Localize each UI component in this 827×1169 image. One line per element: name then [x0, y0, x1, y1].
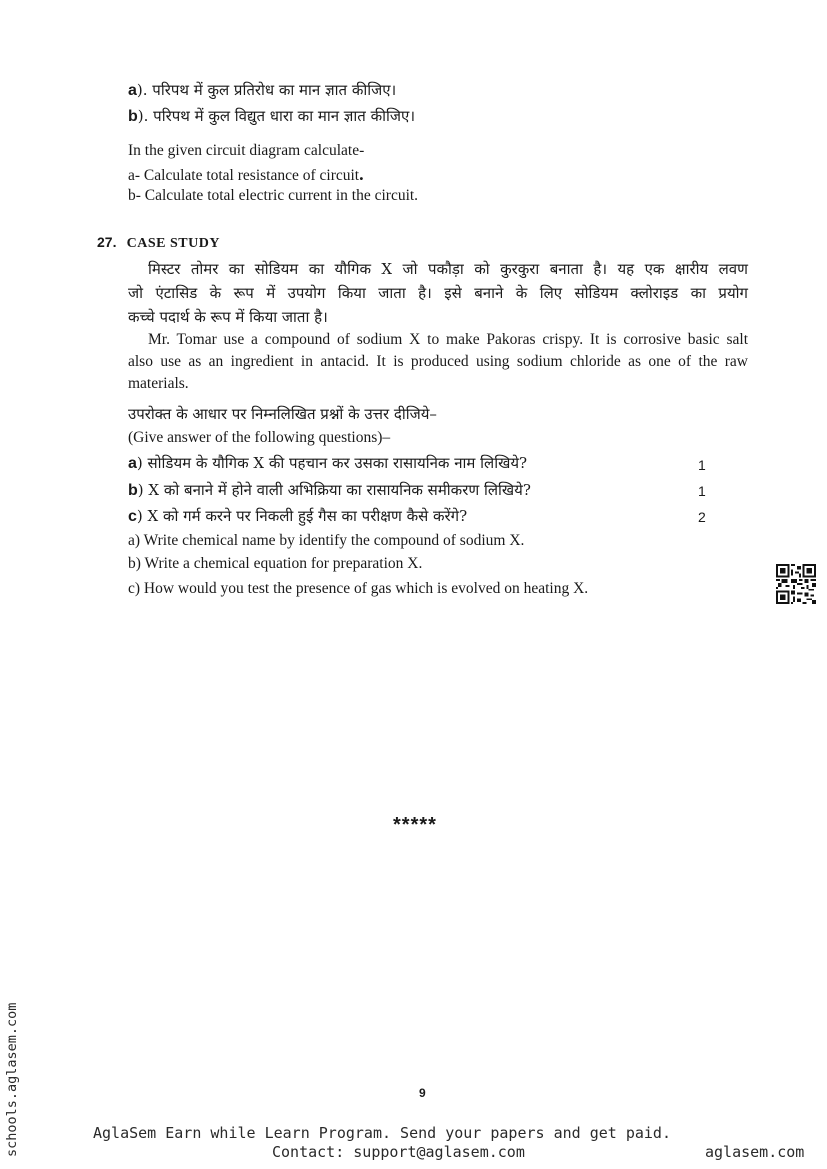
sub-question-a-english: a) Write chemical name by identify the compound of sodium X.: [128, 532, 525, 549]
qr-code-icon: [776, 564, 816, 604]
prev-part-b-hindi: [128, 106, 415, 126]
sub-question-b-english: b) Write a chemical equation for preparation X.: [128, 555, 423, 572]
sub-question-c-marks: 2: [698, 509, 706, 525]
sub-question-c-label: c: [128, 508, 137, 525]
sub-question-c-text: ) X को गर्म करने पर निकली हुई गैस का परीक्षण कैसे करेंगे?: [136, 507, 468, 525]
sub-question-a-hindi: [128, 453, 527, 473]
question-title: CASE STUDY: [126, 236, 220, 251]
prev-english-b: b- Calculate total electric current in the circuit.: [128, 187, 419, 204]
sub-question-b-text: ) X को बनाने में होने वाली अभिक्रिया का रासायनिक समीकरण लिखिये?: [137, 481, 531, 499]
prev-part-b-text: ). परिपथ में कुल विद्युत धारा का मान ज्ञात कीजिए।: [137, 107, 416, 125]
case-english-line-2: also use as an ingredient in antacid. It is produced using sodium chloride as one of the raw: [128, 353, 748, 370]
question-number: 27.: [97, 234, 117, 250]
prev-part-a-text: ). परिपथ में कुल प्रतिरोध का मान ज्ञात कीजिए।: [136, 81, 397, 99]
sub-question-a-label: a: [128, 455, 137, 472]
prev-english-intro: In the given circuit diagram calculate-: [128, 142, 365, 159]
end-of-paper-marker: *****: [393, 814, 437, 836]
page-number: 9: [419, 1086, 426, 1100]
sub-question-c-english: c) How would you test the presence of gas which is evolved on heating X.: [128, 580, 589, 597]
prev-english-a-text: a- Calculate total resistance of circuit: [128, 167, 360, 184]
prev-part-a-hindi: [128, 80, 396, 100]
sub-question-a-marks: 1: [698, 457, 706, 473]
sub-question-b-hindi: [128, 480, 531, 500]
case-hindi-line-2: जो एंटासिड के रूप में उपयोग किया जाता है। इसे बनाने के लिए सोडियम क्लोराइड का प्रयोग: [128, 284, 748, 302]
footer-promo-text: AglaSem Earn while Learn Program. Send your papers and get paid.: [93, 1124, 671, 1142]
side-watermark-link[interactable]: schools.aglasem.com: [4, 1002, 20, 1157]
sub-question-c-hindi: [128, 506, 467, 526]
footer-contact[interactable]: Contact: support@aglasem.com: [272, 1143, 525, 1161]
prev-english-a: [128, 164, 364, 185]
sub-question-a-text: ) सोडियम के यौगिक X की पहचान कर उसका रासायनिक नाम लिखिये?: [136, 454, 528, 472]
case-english-line-1: Mr. Tomar use a compound of sodium X to make Pakoras crispy. It is corrosive basic salt: [148, 331, 748, 348]
prev-part-a-label: a: [128, 82, 137, 99]
case-hindi-line-3: कच्चे पदार्थ के रूप में किया जाता है।: [128, 308, 328, 326]
prev-english-a-dot: .: [359, 164, 364, 184]
instruction-hindi: उपरोक्त के आधार पर निम्नलिखित प्रश्नों के उत्तर दीजिये–: [128, 405, 437, 423]
case-english-line-3: materials.: [128, 375, 189, 392]
sub-question-b-marks: 1: [698, 483, 706, 499]
footer-site-link[interactable]: aglasem.com: [705, 1143, 805, 1161]
sub-question-b-label: b: [128, 482, 138, 499]
instruction-english: (Give answer of the following questions)–: [128, 429, 391, 446]
prev-part-b-label: b: [128, 108, 138, 125]
case-hindi-line-1: मिस्टर तोमर का सोडियम का यौगिक X जो पकौड़ा को कुरकुरा बनाता है। यह एक क्षारीय लवण: [148, 260, 748, 278]
question-27-heading: [97, 232, 220, 252]
